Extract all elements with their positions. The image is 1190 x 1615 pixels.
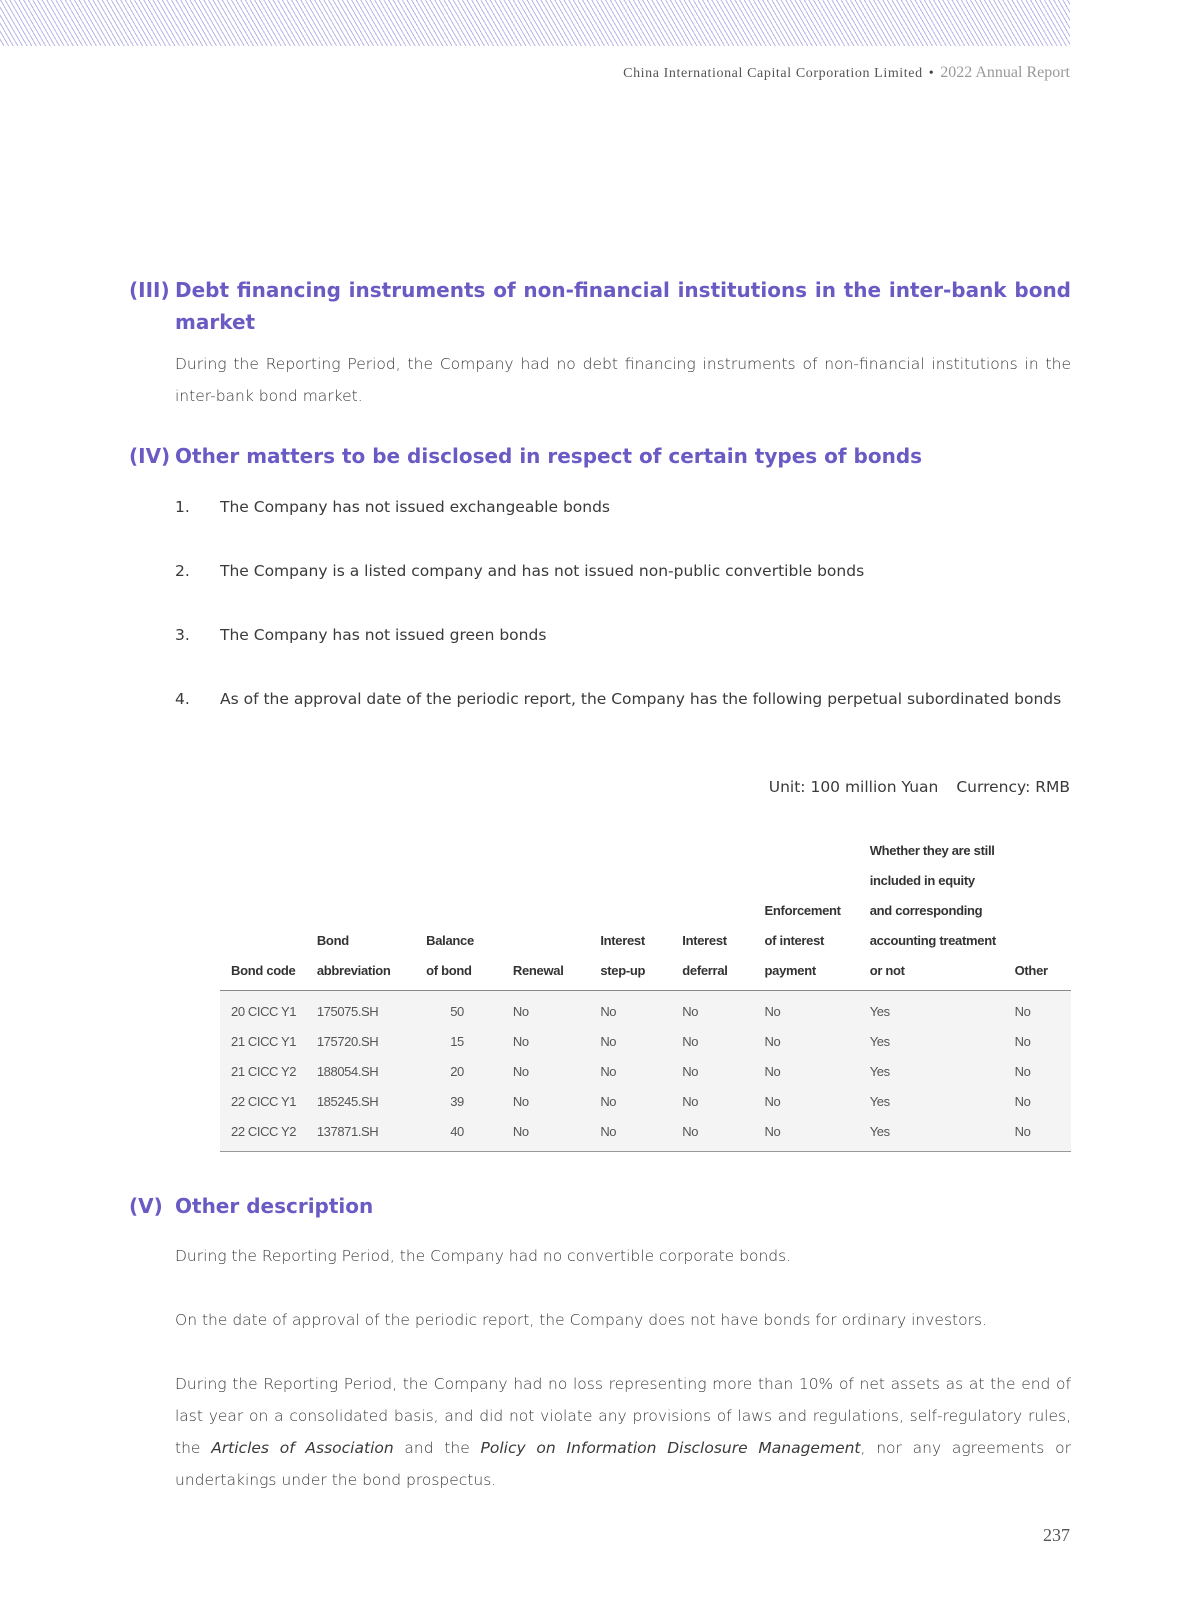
table-cell: No [682,1124,699,1139]
section-number: (V) [129,1194,163,1218]
header-line: included in equity [869,873,975,888]
list-text: As of the approval date of the periodic report, the Company has the following perpetual subordinated bonds [220,690,1062,708]
table-cell: 40 [450,1124,464,1139]
table-cell: No [682,1064,699,1079]
table-cell: No [1014,1124,1031,1139]
perpetual-bonds-table [220,836,1071,1152]
table-row [220,1057,1071,1087]
table-header-row [220,836,1071,991]
section-title: Other description [175,1194,374,1218]
paragraph: During the Reporting Period, the Company had no debt financing instruments of non-financial institutions in the inter-bank bond market. [175,355,1071,405]
section-heading-iv [129,440,1071,472]
table-cell: No [600,1094,617,1109]
list-text: The Company has not issued green bonds [220,626,547,644]
document-title: Policy on Information Disclosure Management [480,1439,861,1457]
table-cell: Yes [869,1004,890,1019]
table-cell: No [1014,1094,1031,1109]
list-number: 3. [175,626,190,644]
table-cell: No [764,1064,781,1079]
section-title: Other matters to be disclosed in respect of certain types of bonds [175,444,923,468]
table-cell: No [600,1004,617,1019]
table-cell: No [682,1004,699,1019]
list-text: The Company is a listed company and has not issued non-public convertible bonds [220,562,865,580]
table-row [220,1027,1071,1057]
table-cell: No [682,1094,699,1109]
table-cell: No [512,1034,529,1049]
text: and the [393,1439,481,1457]
header-line: Enforcement [764,903,841,918]
list-item [175,683,1071,715]
paragraph [175,1368,1071,1496]
table-cell: No [600,1064,617,1079]
section-heading-v [129,1190,1071,1222]
table-cell: 137871.SH [316,1124,379,1139]
header-line: or not [869,963,905,978]
table-cell: 175720.SH [316,1034,379,1049]
table-cell: Yes [869,1124,890,1139]
table-unit-note [769,778,1070,796]
table-row [220,1117,1071,1152]
table-cell: No [512,1094,529,1109]
header-line: abbreviation [316,963,391,978]
table-cell: Yes [869,1094,890,1109]
document-title: Articles of Association [211,1439,394,1457]
paragraph: On the date of approval of the periodic report, the Company does not have bonds for ordinary investors. [175,1311,987,1329]
header-line: Balance [426,933,474,948]
table-cell: No [764,1124,781,1139]
running-header [623,64,1070,82]
column-header [859,836,1004,991]
company-name: China International Capital Corporation Limited [623,66,923,81]
table-cell: No [600,1124,617,1139]
table-cell: No [512,1064,529,1079]
header-line: deferral [682,963,728,978]
column-header [415,836,502,991]
list-item [175,555,1071,587]
table-cell: Yes [869,1064,890,1079]
table-cell: No [1014,1004,1031,1019]
table-cell: 185245.SH [316,1094,379,1109]
header-line: Whether they are still [869,843,995,858]
list-number: 4. [175,690,190,708]
table-row [220,1087,1071,1117]
table-cell: 188054.SH [316,1064,379,1079]
list-item [175,619,1071,651]
report-title: 2022 Annual Report [940,64,1070,81]
table-cell: Yes [869,1034,890,1049]
table-cell: 15 [450,1034,464,1049]
table-cell: 50 [450,1004,464,1019]
header-line: Bond [316,933,349,948]
table-cell: No [764,1034,781,1049]
table-cell: 175075.SH [316,1004,379,1019]
section-heading-iii [129,274,1071,338]
table-cell: 20 [450,1064,464,1079]
list-item [175,491,1071,523]
paragraph: During the Reporting Period, the Company had no convertible corporate bonds. [175,1247,792,1265]
column-header [754,836,859,991]
header-line: Interest [682,933,727,948]
table-cell: 22 CICC Y2 [231,1124,297,1139]
column-header [1004,836,1071,991]
decorative-hatch-band [0,0,1070,46]
table-cell: 22 CICC Y1 [231,1094,297,1109]
column-header [589,836,671,991]
header-line: of bond [426,963,472,978]
currency-label: Currency: RMB [956,778,1070,796]
table-cell: No [512,1124,529,1139]
column-header [502,836,589,991]
list-text: The Company has not issued exchangeable bonds [220,498,611,516]
table-cell: No [1014,1034,1031,1049]
header-line: payment [764,963,816,978]
column-header [220,836,306,991]
table-cell: No [682,1034,699,1049]
header-line: Other [1014,963,1048,978]
separator: • [928,66,935,81]
table-cell: No [600,1034,617,1049]
text: During the Reporting Period, the Company had no loss representing more than 10% of net assets as at the end of last year on a consolidated basis, and did not violate any provisions of laws and regulations, self-regulatory rules, the [175,1375,1071,1457]
column-header [671,836,753,991]
list-number: 2. [175,562,190,580]
header-line: of interest [764,933,825,948]
section-number: (III) [129,278,170,302]
table-row [220,991,1071,1028]
unit-label: Unit: 100 million Yuan [768,778,939,796]
page-number: 237 [1043,1525,1070,1545]
table-cell: 21 CICC Y1 [231,1034,297,1049]
table-cell: 39 [450,1094,464,1109]
table-cell: No [512,1004,529,1019]
table-cell: 21 CICC Y2 [231,1064,297,1079]
column-header [306,836,415,991]
header-line: Bond code [231,963,296,978]
section-number: (IV) [129,444,171,468]
text: , nor any agreements or undertakings under the bond prospectus. [175,1439,1071,1489]
header-line: Interest [600,933,645,948]
header-line: Renewal [512,963,564,978]
table-cell: No [764,1094,781,1109]
table-cell: No [1014,1064,1031,1079]
list-number: 1. [175,498,190,516]
table-cell: 20 CICC Y1 [231,1004,297,1019]
header-line: step-up [600,963,646,978]
section-title: Debt financing instruments of non-financial institutions in the inter-bank bond market [175,278,1071,334]
header-line: accounting treatment [869,933,996,948]
table-cell: No [764,1004,781,1019]
header-line: and corresponding [869,903,983,918]
